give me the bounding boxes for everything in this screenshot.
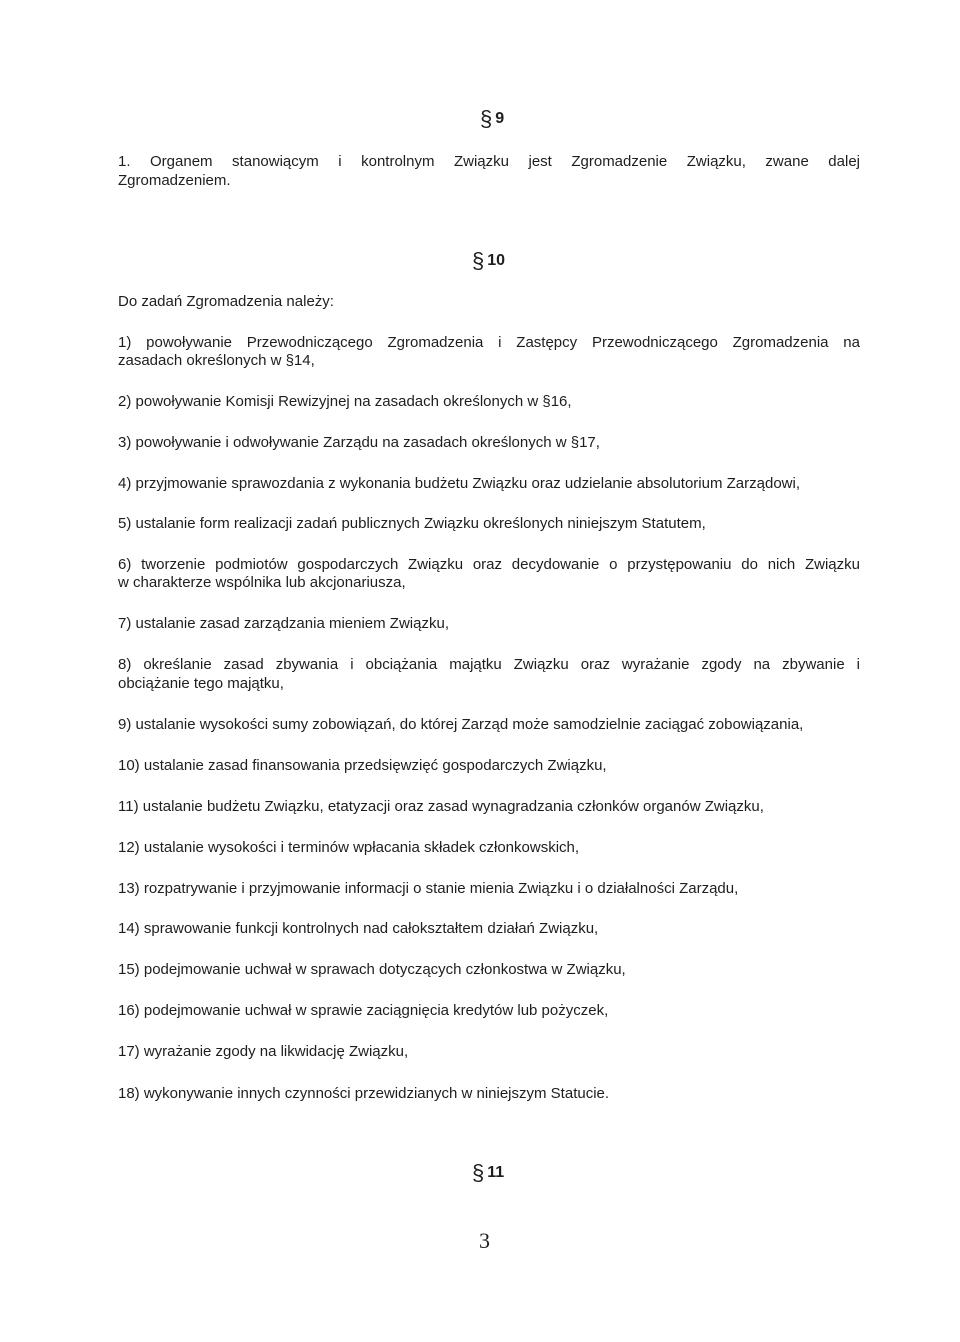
list-item-7: 7) ustalanie zasad zarządzania mieniem Związku,: [118, 615, 449, 632]
paragraph-9-line-2: Zgromadzeniem.: [118, 172, 231, 189]
list-item-11: 11) ustalanie budżetu Związku, etatyzacji oraz zasad wynagradzania członków organów Związku,: [118, 798, 764, 815]
section-symbol: §: [480, 106, 493, 131]
list-item-8-line-2: obciążanie tego majątku,: [118, 675, 284, 692]
list-item-13: 13) rozpatrywanie i przyjmowanie informacji o stanie mienia Związku i o działalności Zarządu,: [118, 880, 739, 897]
section-heading-9: [480, 108, 504, 130]
section-symbol: §: [472, 248, 485, 273]
section-number: 11: [487, 1164, 505, 1181]
section-symbol: §: [472, 1160, 485, 1185]
section-heading-10: [472, 250, 505, 272]
list-item-6-line-1: 6) tworzenie podmiotów gospodarczych Związku oraz decydowanie o przystępowaniu do nich Związku: [118, 556, 860, 573]
list-item-15: 15) podejmowanie uchwał w sprawach dotyczących członkostwa w Związku,: [118, 961, 626, 978]
list-item-8-line-1: 8) określanie zasad zbywania i obciążania majątku Związku oraz wyrażanie zgody na zbywanie i: [118, 656, 860, 673]
list-item-14: 14) sprawowanie funkcji kontrolnych nad całokształtem działań Związku,: [118, 920, 599, 937]
list-item-16: 16) podejmowanie uchwał w sprawie zaciągnięcia kredytów lub pożyczek,: [118, 1002, 609, 1019]
page-number: 3: [479, 1228, 490, 1253]
paragraph-9-line-1: 1. Organem stanowiącym i kontrolnym Związku jest Zgromadzenie Związku, zwane dalej: [118, 153, 860, 170]
section-10-intro: Do zadań Zgromadzenia należy:: [118, 293, 334, 310]
list-item-3: 3) powoływanie i odwoływanie Zarządu na zasadach określonych w §17,: [118, 434, 600, 451]
list-item-6-line-2: w charakterze wspólnika lub akcjonariusza,: [118, 574, 406, 591]
list-item-17: 17) wyrażanie zgody na likwidację Związku,: [118, 1043, 409, 1060]
list-item-5: 5) ustalanie form realizacji zadań publicznych Związku określonych niniejszym Statutem,: [118, 515, 706, 532]
list-item-1-line-2: zasadach określonych w §14,: [118, 352, 315, 369]
list-item-10: 10) ustalanie zasad finansowania przedsięwzięć gospodarczych Związku,: [118, 757, 607, 774]
list-item-9: 9) ustalanie wysokości sumy zobowiązań, do której Zarząd może samodzielnie zaciągać zobowiązania,: [118, 716, 804, 733]
list-item-18: 18) wykonywanie innych czynności przewidzianych w niniejszym Statucie.: [118, 1085, 610, 1102]
section-number: 9: [495, 110, 505, 127]
section-number: 10: [487, 252, 506, 269]
list-item-12: 12) ustalanie wysokości i terminów wpłacania składek członkowskich,: [118, 839, 580, 856]
list-item-2: 2) powoływanie Komisji Rewizyjnej na zasadach określonych w §16,: [118, 393, 572, 410]
list-item-4: 4) przyjmowanie sprawozdania z wykonania budżetu Związku oraz udzielanie absolutorium Zarządowi,: [118, 475, 801, 492]
list-item-1-line-1: 1) powoływanie Przewodniczącego Zgromadzenia i Zastępcy Przewodniczącego Zgromadzenia na: [118, 334, 860, 351]
section-heading-11: [472, 1162, 504, 1184]
